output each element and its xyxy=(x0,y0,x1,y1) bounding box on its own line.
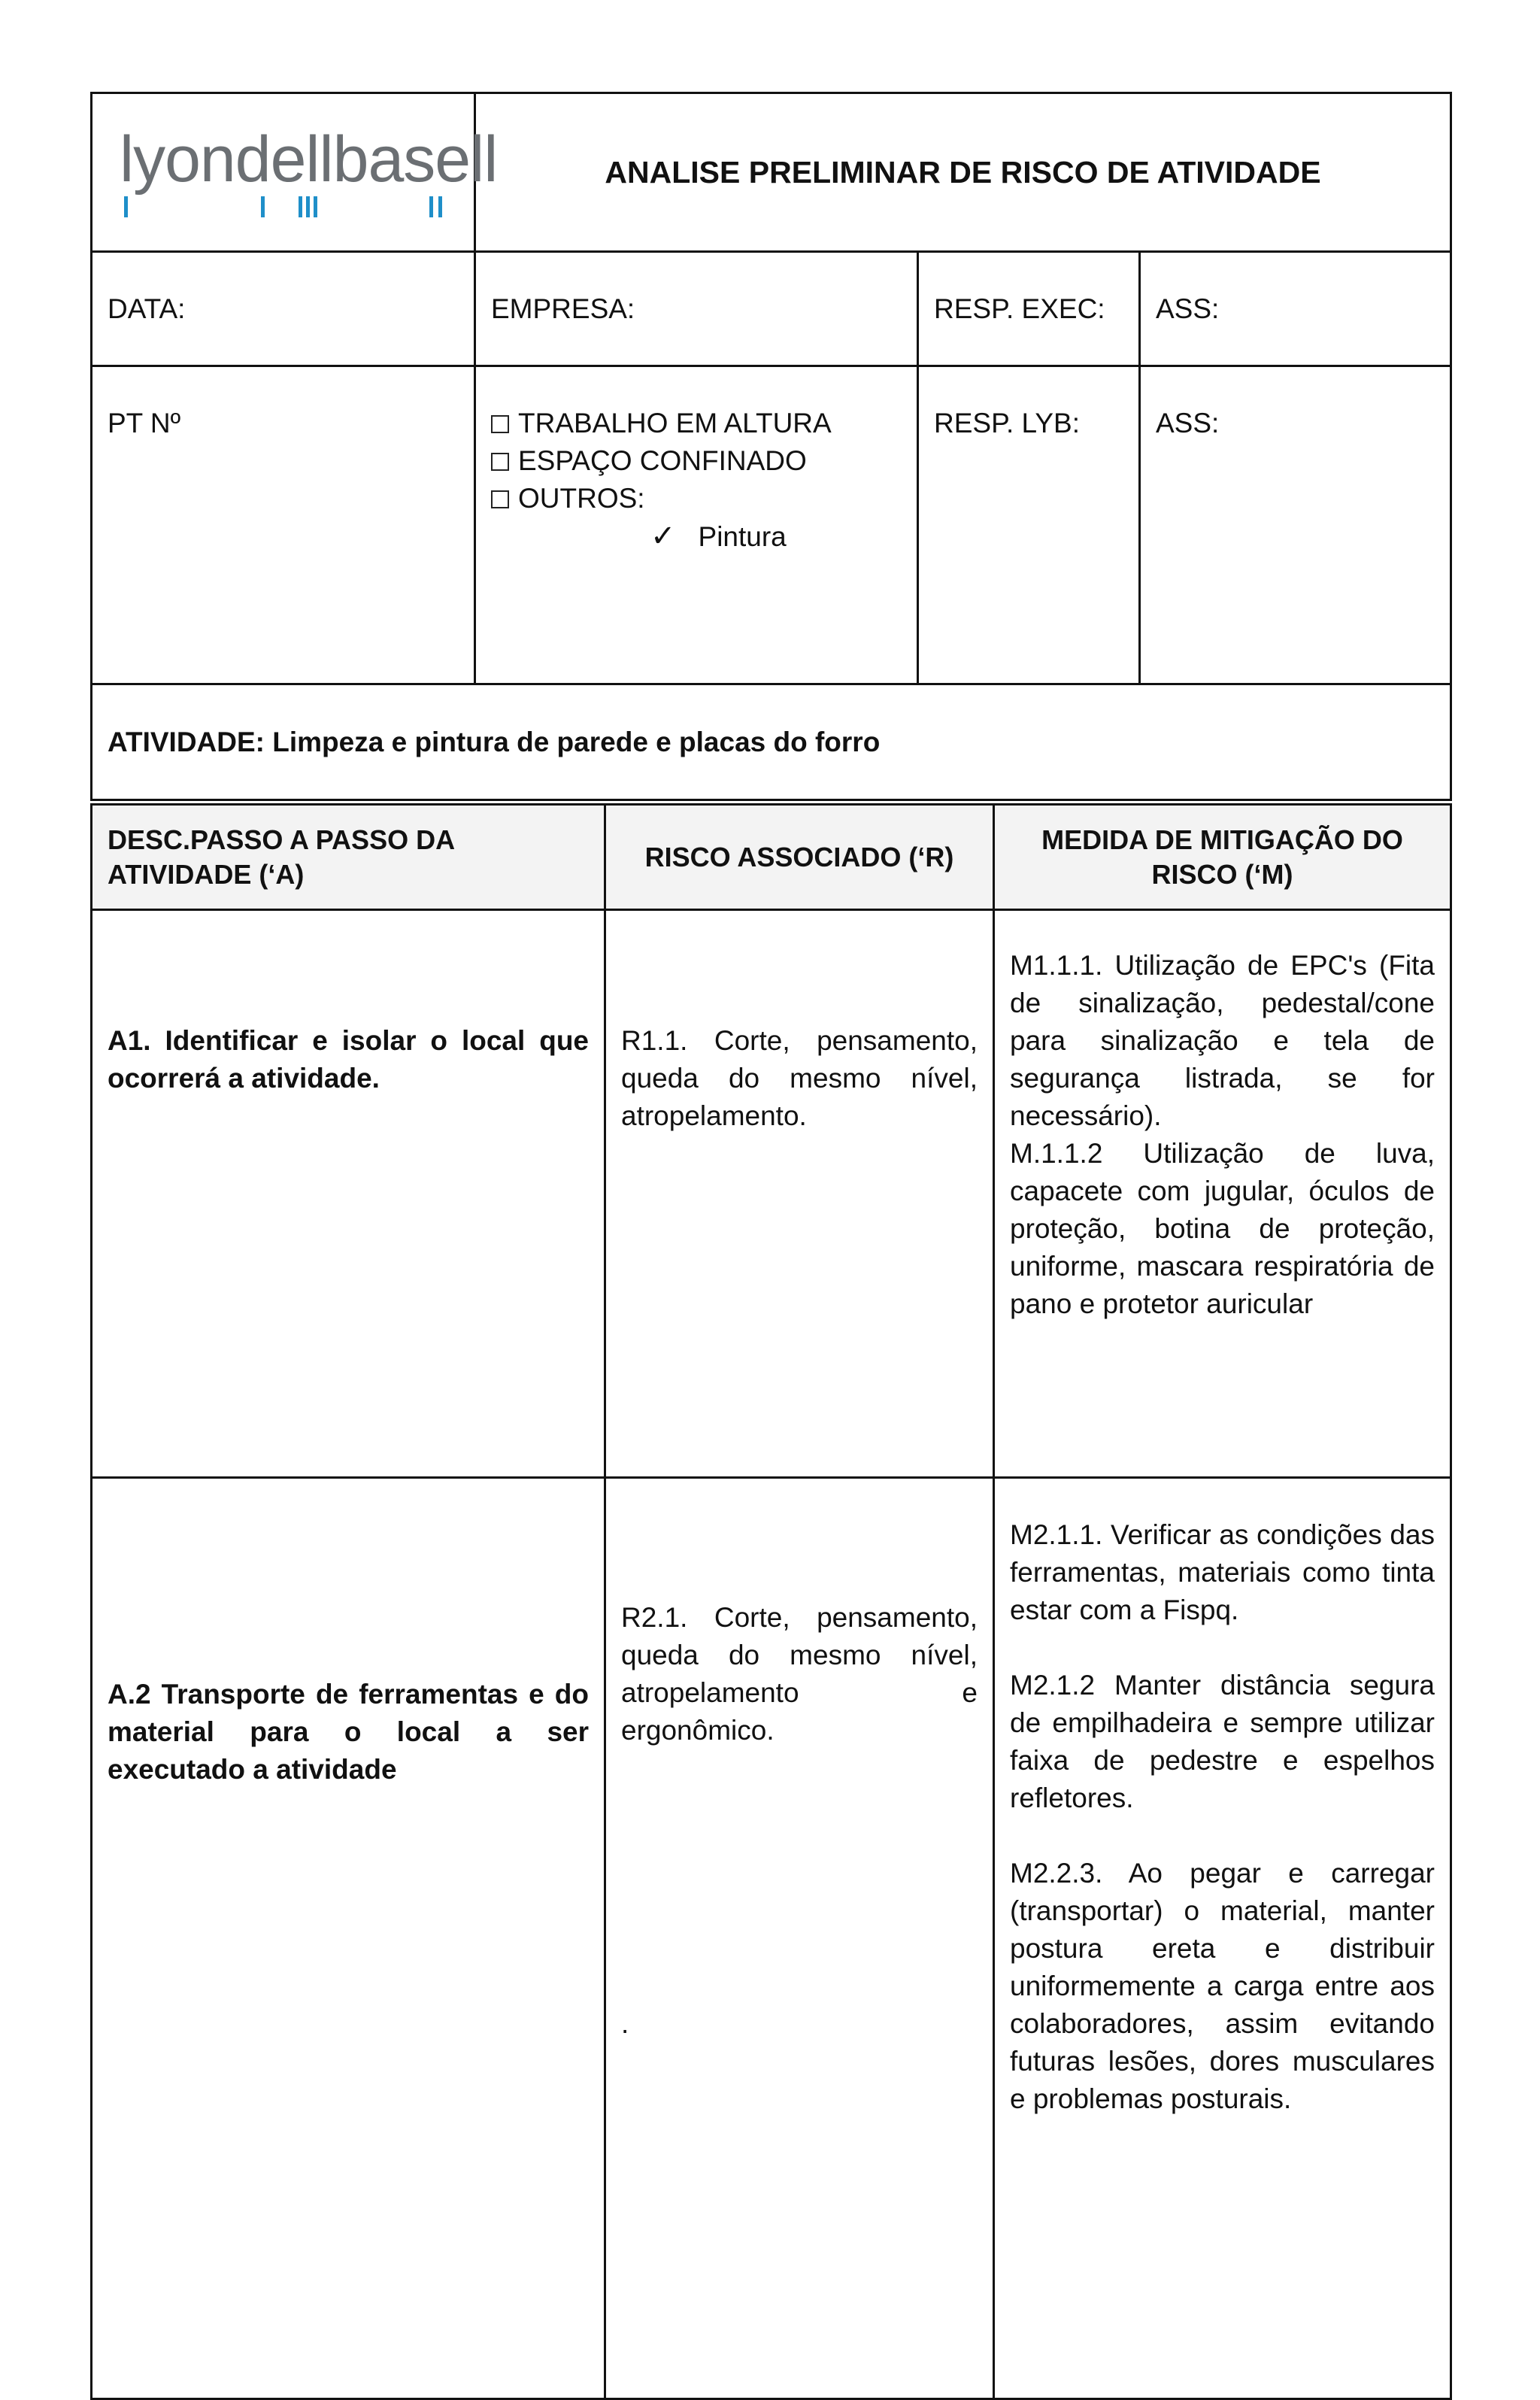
checkbox-icon xyxy=(491,453,509,471)
step-description: A1. Identificar e isolar o local que ocorrerá a atividade. xyxy=(108,1025,589,1094)
risk-description: R1.1. Corte, pensamento, queda do mesmo nível, atropelamento. xyxy=(621,1025,978,1131)
pt-number-label: PT Nº xyxy=(92,366,475,684)
logo-wordmark: lyondellbasell xyxy=(120,123,498,196)
page-title: ANALISE PRELIMINAR DE RISCO DE ATIVIDADE xyxy=(475,93,1451,252)
ass-label-2: ASS: xyxy=(1140,366,1451,684)
option-outros[interactable]: OUTROS: xyxy=(491,480,902,517)
measure-item: M2.2.3. Ao pegar e carregar (transportar) o material, manter postura ereta e distribuir uniformemente a carga entre aos colaboradores, assim evitando futuras lesões, dores musculares e problemas posturais. xyxy=(1010,1858,1435,2114)
resp-exec-label: RESP. EXEC: xyxy=(918,252,1140,366)
logo-bars xyxy=(120,196,474,219)
atividade-row xyxy=(92,684,1451,800)
work-type-cell xyxy=(475,366,918,684)
measure-item: M2.1.1. Verificar as condições das ferramentas, materiais como tinta estar com a Fispq. xyxy=(1010,1519,1435,1625)
risk-description: R2.1. Corte, pensamento, queda do mesmo nível, atropelamento e ergonômico. xyxy=(621,1602,978,1746)
column-header-step: DESC.PASSO A PASSO DA ATIVIDADE (‘A) xyxy=(92,805,605,910)
column-header-measure: MEDIDA DE MITIGAÇÃO DO RISCO (‘M) xyxy=(994,805,1451,910)
step-description: A.2 Transporte de ferramentas e do material para o local a ser executado a atividade xyxy=(108,1679,589,1785)
checkmark-icon: ✓ xyxy=(650,520,676,553)
risk-note: . xyxy=(621,2008,629,2039)
column-header-risk: RISCO ASSOCIADO (‘R) xyxy=(605,805,994,910)
table-row xyxy=(92,1478,1451,2399)
checkbox-icon xyxy=(491,490,509,508)
table-row xyxy=(92,910,1451,1478)
measure-item: M2.1.2 Manter distância segura de empilhadeira e sempre utilizar faixa de pedestre e espelhos refletores. xyxy=(1010,1670,1435,1813)
measure-item: M.1.1.2 Utilização de luva, capacete com jugular, óculos de proteção, botina de proteção, uniforme, mascara respiratória de pano e protetor auricular xyxy=(1010,1138,1435,1319)
measure-item: M1.1.1. Utilização de EPC's (Fita de sinalização, pedestal/cone para sinalização e tela de segurança listrada, se for necessário). xyxy=(1010,950,1435,1131)
data-label: DATA: xyxy=(92,252,475,366)
empresa-label: EMPRESA: xyxy=(475,252,918,366)
atividade-label: ATIVIDADE: xyxy=(108,726,265,757)
logo-cell xyxy=(92,93,498,252)
header-table xyxy=(90,92,1452,801)
option-espaco-confinado[interactable]: ESPAÇO CONFINADO xyxy=(491,442,902,480)
checkbox-icon xyxy=(491,415,509,433)
outros-item: ✓ Pintura xyxy=(650,520,787,553)
atividade-value: Limpeza e pintura de parede e placas do forro xyxy=(272,726,881,757)
resp-lyb-label: RESP. LYB: xyxy=(918,366,1140,684)
ass-label-1: ASS: xyxy=(1140,252,1451,366)
company-logo xyxy=(120,123,498,219)
option-trabalho-altura[interactable]: TRABALHO EM ALTURA xyxy=(491,405,902,442)
risk-analysis-table xyxy=(90,803,1452,2400)
